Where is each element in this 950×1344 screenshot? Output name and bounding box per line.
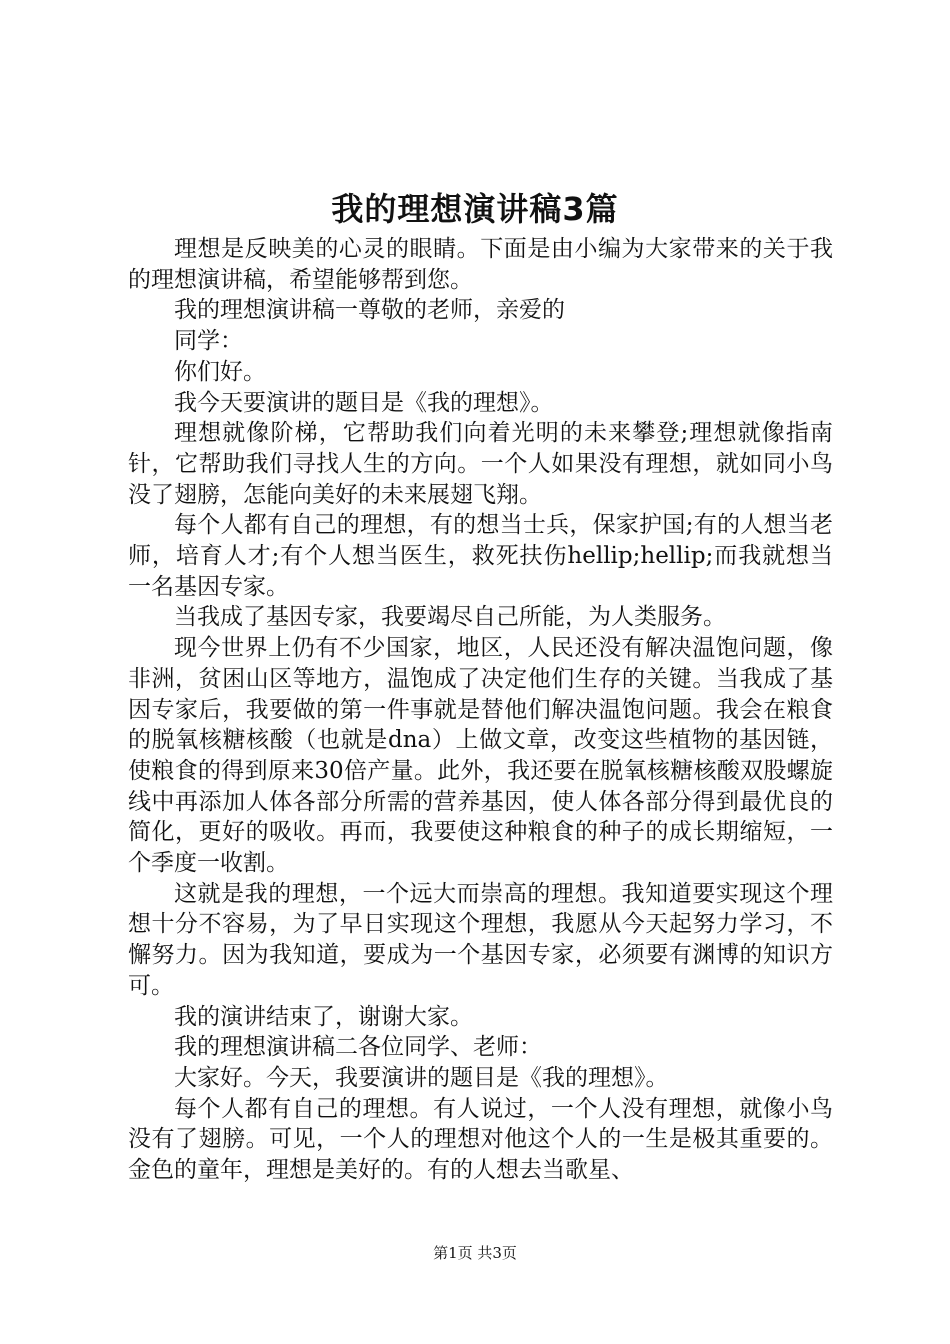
paragraph-lofty-ideal: 这就是我的理想，一个远大而崇高的理想。我知道要实现这个理想十分不容易，为了早日实现这个理想，我愿从今天起努力学习，不懈努力。因为我知道，要成为一个基因专家，必须要有渊博的知识方可。 bbox=[128, 880, 833, 999]
document-title: 我的理想演讲稿3篇 bbox=[331, 190, 619, 228]
paragraph-salutation: 同学： bbox=[174, 328, 243, 355]
paragraph-speech-one-heading: 我的理想演讲稿一尊敬的老师，亲爱的 bbox=[174, 297, 565, 324]
paragraph-intro: 理想是反映美的心灵的眼睛。下面是由小编为大家带来的关于我的理想演讲稿，希望能够帮到您。 bbox=[128, 236, 833, 293]
paragraph-speech-two-heading: 我的理想演讲稿二各位同学、老师： bbox=[174, 1034, 542, 1061]
paragraph-food-problem: 现今世界上仍有不少国家，地区，人民还没有解决温饱问题，像非洲，贫困山区等地方，温饱成了决定他们生存的关键。当我成了基因专家后，我要做的第一件事就是替他们解决温饱问题。我会在粮食的脱氧核糖核酸（也就是dna）上做文章，改变这些植物的基因链，使粮食的得到原来30倍产量。此外，我还要在脱氧核糖核酸双股螺旋线中再添加人体各部分所需的营养基因，使人体各部分得到最优良的简化，更好的吸收。再而，我要使这种粮食的种子的成长期缩短，一个季度一收割。 bbox=[128, 635, 833, 877]
paragraph-speech-two-greeting: 大家好。今天，我要演讲的题目是《我的理想》。 bbox=[174, 1064, 669, 1091]
paragraph-greeting: 你们好。 bbox=[174, 358, 266, 385]
paragraph-topic: 我今天要演讲的题目是《我的理想》。 bbox=[174, 389, 554, 416]
paragraph-speech-end: 我的演讲结束了，谢谢大家。 bbox=[174, 1003, 473, 1030]
paragraph-speech-two-body: 每个人都有自己的理想。有人说过，一个人没有理想，就像小鸟没有了翅膀。可见，一个人的理想对他这个人的一生是极其重要的。金色的童年，理想是美好的。有的人想去当歌星、 bbox=[128, 1095, 833, 1184]
paragraph-serve-humanity: 当我成了基因专家，我要竭尽自己所能，为人类服务。 bbox=[174, 604, 726, 631]
paragraph-ideal-ladder: 理想就像阶梯，它帮助我们向着光明的未来攀登;理想就像指南针，它帮助我们寻找人生的方向。一个人如果没有理想，就如同小鸟没了翅膀，怎能向美好的未来展翅飞翔。 bbox=[128, 420, 833, 508]
document-body bbox=[128, 234, 833, 1186]
paragraph-everyone-ideal: 每个人都有自己的理想，有的想当士兵，保家护国;有的人想当老师，培育人才;有个人想当医生，救死扶伤hellip;hellip;而我就想当一名基因专家。 bbox=[128, 512, 833, 600]
page-footer: 第1页 共3页 bbox=[433, 1244, 517, 1262]
